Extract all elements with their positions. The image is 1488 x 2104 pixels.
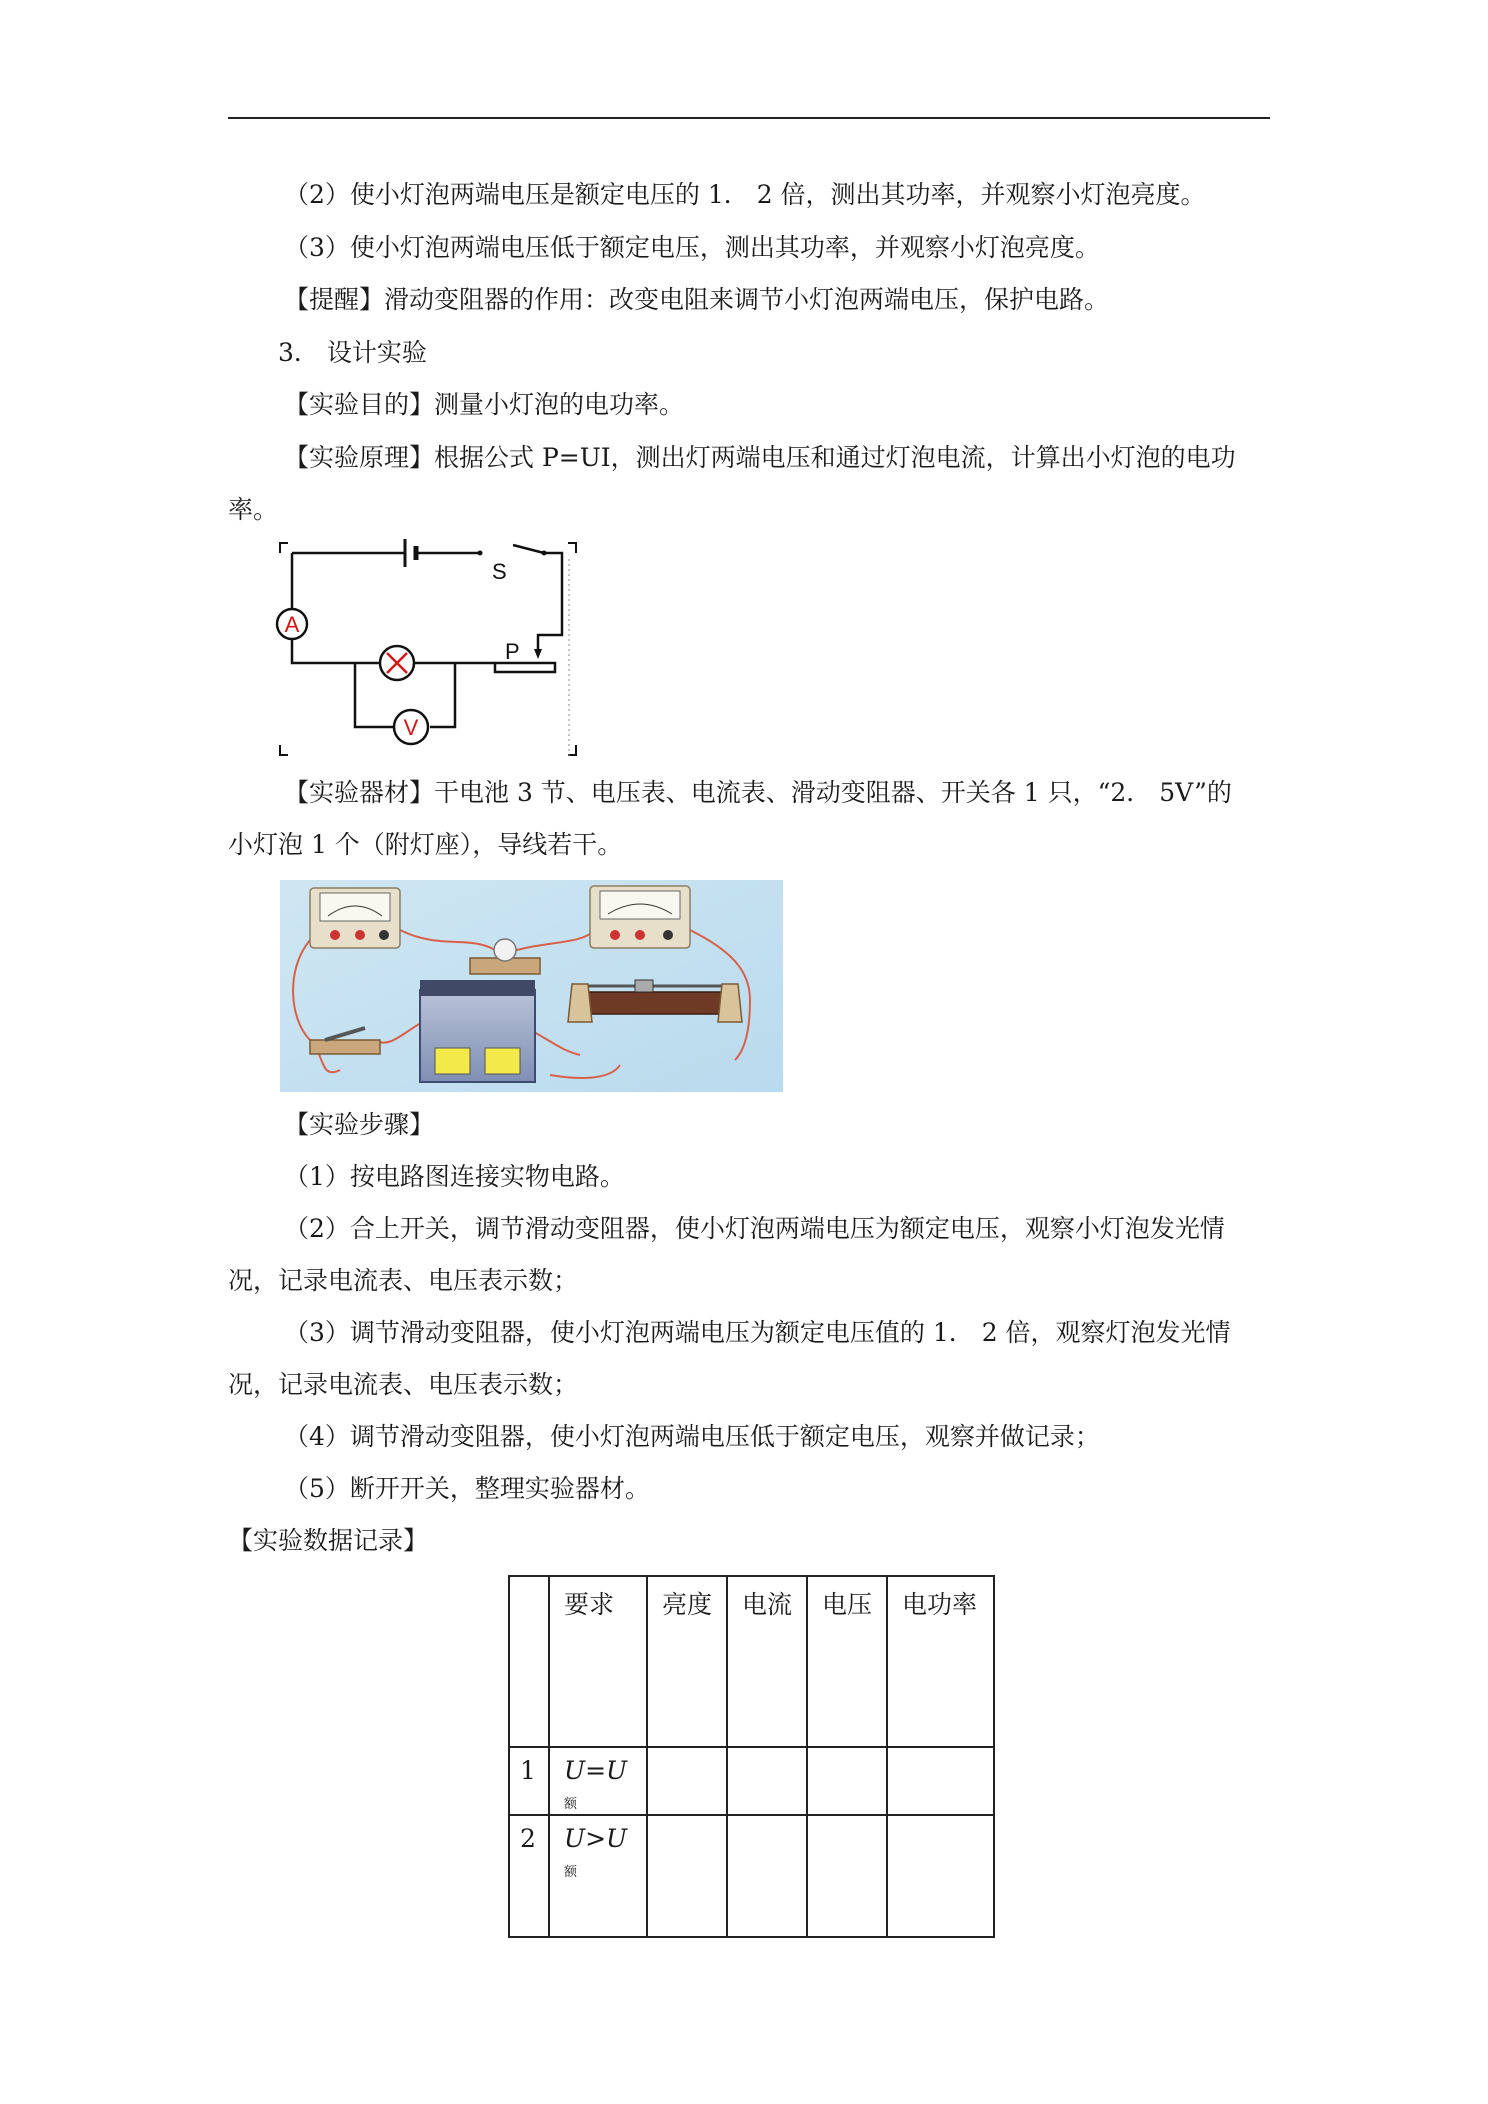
table-header-row bbox=[509, 1576, 994, 1747]
step-line: 况，记录电流表、电压表示数； bbox=[228, 1370, 579, 1399]
operator: = bbox=[585, 1756, 607, 1785]
table-header-cell: 电功率 bbox=[887, 1576, 994, 1747]
slider-label: P bbox=[505, 639, 520, 664]
step-line: （4）调节滑动变阻器，使小灯泡两端电压低于额定电压，观察并做记录； bbox=[284, 1422, 1100, 1451]
table-cell bbox=[807, 1815, 887, 1937]
data-table bbox=[508, 1575, 995, 1938]
step-line: 况，记录电流表、电压表示数； bbox=[228, 1266, 579, 1295]
text-line: 【实验器材】干电池 3 节、电压表、电流表、滑动变阻器、开关各 1 只，“2． 5V”的 bbox=[284, 778, 1232, 807]
table-row bbox=[509, 1747, 994, 1815]
row-requirement bbox=[549, 1747, 647, 1815]
text-line: 小灯泡 1 个（附灯座），导线若干。 bbox=[228, 830, 623, 859]
subscript: 额 bbox=[564, 1797, 578, 1812]
table-cell bbox=[727, 1815, 807, 1937]
table-cell bbox=[647, 1815, 727, 1937]
table-header-cell: 电压 bbox=[807, 1576, 887, 1747]
row-index: 2 bbox=[509, 1815, 549, 1937]
ammeter-label: A bbox=[284, 612, 300, 637]
table-cell bbox=[887, 1815, 994, 1937]
step-line: （5）断开开关，整理实验器材。 bbox=[284, 1474, 650, 1503]
equipment-photo bbox=[280, 880, 783, 1092]
table-cell bbox=[887, 1747, 994, 1815]
table-header-cell: 要求 bbox=[549, 1576, 647, 1747]
circuit-diagram bbox=[270, 535, 590, 763]
text-line: （3）使小灯泡两端电压低于额定电压，测出其功率，并观察小灯泡亮度。 bbox=[284, 233, 1100, 262]
switch-label: S bbox=[492, 559, 507, 584]
step-line: （2）合上开关，调节滑动变阻器，使小灯泡两端电压为额定电压，观察小灯泡发光情 bbox=[284, 1214, 1225, 1243]
text-line: 【实验原理】根据公式 P=UI，测出灯两端电压和通过灯泡电流，计算出小灯泡的电功 bbox=[284, 443, 1236, 472]
section-heading: 3． 设计实验 bbox=[278, 338, 427, 367]
table-cell bbox=[807, 1747, 887, 1815]
symbol-u: U bbox=[606, 1756, 628, 1785]
step-line: （3）调节滑动变阻器，使小灯泡两端电压为额定电压值的 1． 2 倍，观察灯泡发光情 bbox=[284, 1318, 1231, 1347]
table-cell bbox=[727, 1747, 807, 1815]
voltmeter-label: V bbox=[403, 715, 419, 740]
text-line: （2）使小灯泡两端电压是额定电压的 1． 2 倍，测出其功率，并观察小灯泡亮度。 bbox=[284, 180, 1206, 209]
step-line: （1）按电路图连接实物电路。 bbox=[284, 1162, 625, 1191]
symbol-u: U bbox=[564, 1756, 586, 1785]
header-rule bbox=[228, 117, 1270, 119]
symbol-u: U bbox=[606, 1824, 628, 1853]
table-row bbox=[509, 1815, 994, 1937]
table-cell bbox=[647, 1747, 727, 1815]
text-line: 【提醒】滑动变阻器的作用：改变电阻来调节小灯泡两端电压，保护电路。 bbox=[284, 285, 1110, 314]
subscript: 额 bbox=[564, 1865, 578, 1880]
table-header-cell: 电流 bbox=[727, 1576, 807, 1747]
operator: > bbox=[585, 1824, 607, 1853]
row-index: 1 bbox=[509, 1747, 549, 1815]
table-header-cell: 亮度 bbox=[647, 1576, 727, 1747]
row-requirement bbox=[549, 1815, 647, 1937]
text-line: 率。 bbox=[228, 495, 279, 524]
section-heading: 【实验步骤】 bbox=[284, 1110, 435, 1139]
section-heading: 【实验数据记录】 bbox=[228, 1526, 429, 1555]
table-cell bbox=[509, 1576, 549, 1747]
symbol-u: U bbox=[564, 1824, 586, 1853]
text-line: 【实验目的】测量小灯泡的电功率。 bbox=[284, 390, 685, 419]
